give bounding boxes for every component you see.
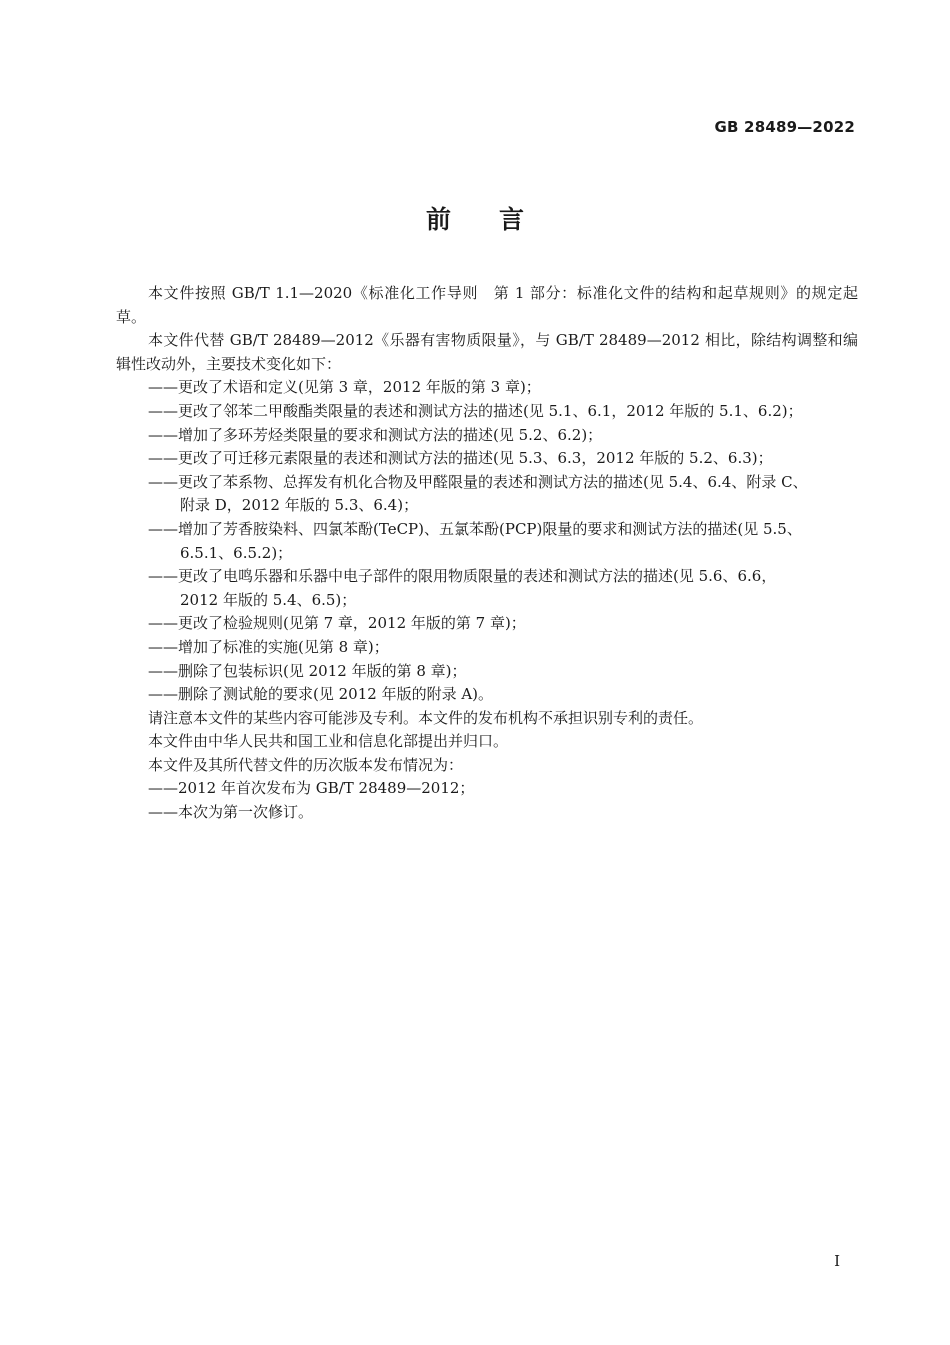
list-item: ——增加了芳香胺染料、四氯苯酚(TeCP)、五氯苯酚(PCP)限量的要求和测试方法的描述(见 5.5、 6.5.1、6.5.2)； bbox=[148, 519, 802, 562]
list-item: ——更改了电鸣乐器和乐器中电子部件的限用物质限量的表述和测试方法的描述(见 5.6、6.6， 2012 年版的 5.4、6.5)； bbox=[148, 567, 777, 609]
paragraph-drafting-rules: 本文件按照 GB/T 1.1—2020《标准化工作导则 第 1 部分：标准化文件的结构和起草规则》的规定起草。 bbox=[116, 284, 858, 326]
document-code-header: GB 28489—2022 bbox=[714, 118, 855, 136]
list-item: ——2012 年首次发布为 GB/T 28489—2012； bbox=[148, 779, 475, 798]
list-item: ——更改了术语和定义(见第 3 章，2012 年版的第 3 章)； bbox=[148, 378, 541, 397]
list-item: ——删除了包装标识(见 2012 年版的第 8 章)； bbox=[148, 661, 467, 680]
foreword-body bbox=[116, 282, 858, 825]
history-list bbox=[116, 777, 858, 824]
proposer-statement: 本文件由中华人民共和国工业和信息化部提出并归口。 bbox=[148, 732, 509, 751]
list-item: ——增加了多环芳烃类限量的要求和测试方法的描述(见 5.2、6.2)； bbox=[148, 425, 603, 444]
list-item: ——更改了可迁移元素限量的表述和测试方法的描述(见 5.3、6.3，2012 年版的 5.2、6.3)； bbox=[148, 449, 773, 468]
patent-notice: 请注意本文件的某些内容可能涉及专利。本文件的发布机构不承担识别专利的责任。 bbox=[148, 708, 704, 727]
list-item: ——更改了邻苯二甲酸酯类限量的表述和测试方法的描述(见 5.1、6.1，2012 年版的 5.1、6.2)； bbox=[148, 401, 803, 420]
list-item: ——更改了检验规则(见第 7 章，2012 年版的第 7 章)； bbox=[148, 614, 526, 633]
changes-list bbox=[116, 376, 858, 706]
paragraph-replacement: 本文件代替 GB/T 28489—2012《乐器有害物质限量》，与 GB/T 28489—2012 相比，除结构调整和编辑性改动外，主要技术变化如下： bbox=[116, 331, 858, 373]
list-item: ——删除了测试舱的要求(见 2012 年版的附录 A)。 bbox=[148, 685, 494, 704]
page-number: I bbox=[834, 1252, 840, 1270]
list-item: ——更改了苯系物、总挥发有机化合物及甲醛限量的表述和测试方法的描述(见 5.4、6.4、附录 C、 附录 D，2012 年版的 5.3、6.4)； bbox=[148, 472, 808, 515]
list-item: ——增加了标准的实施(见第 8 章)； bbox=[148, 637, 389, 656]
list-item: ——本次为第一次修订。 bbox=[148, 803, 314, 822]
history-intro: 本文件及其所代替文件的历次版本发布情况为： bbox=[148, 755, 464, 774]
page-title: 前言 bbox=[425, 205, 572, 234]
